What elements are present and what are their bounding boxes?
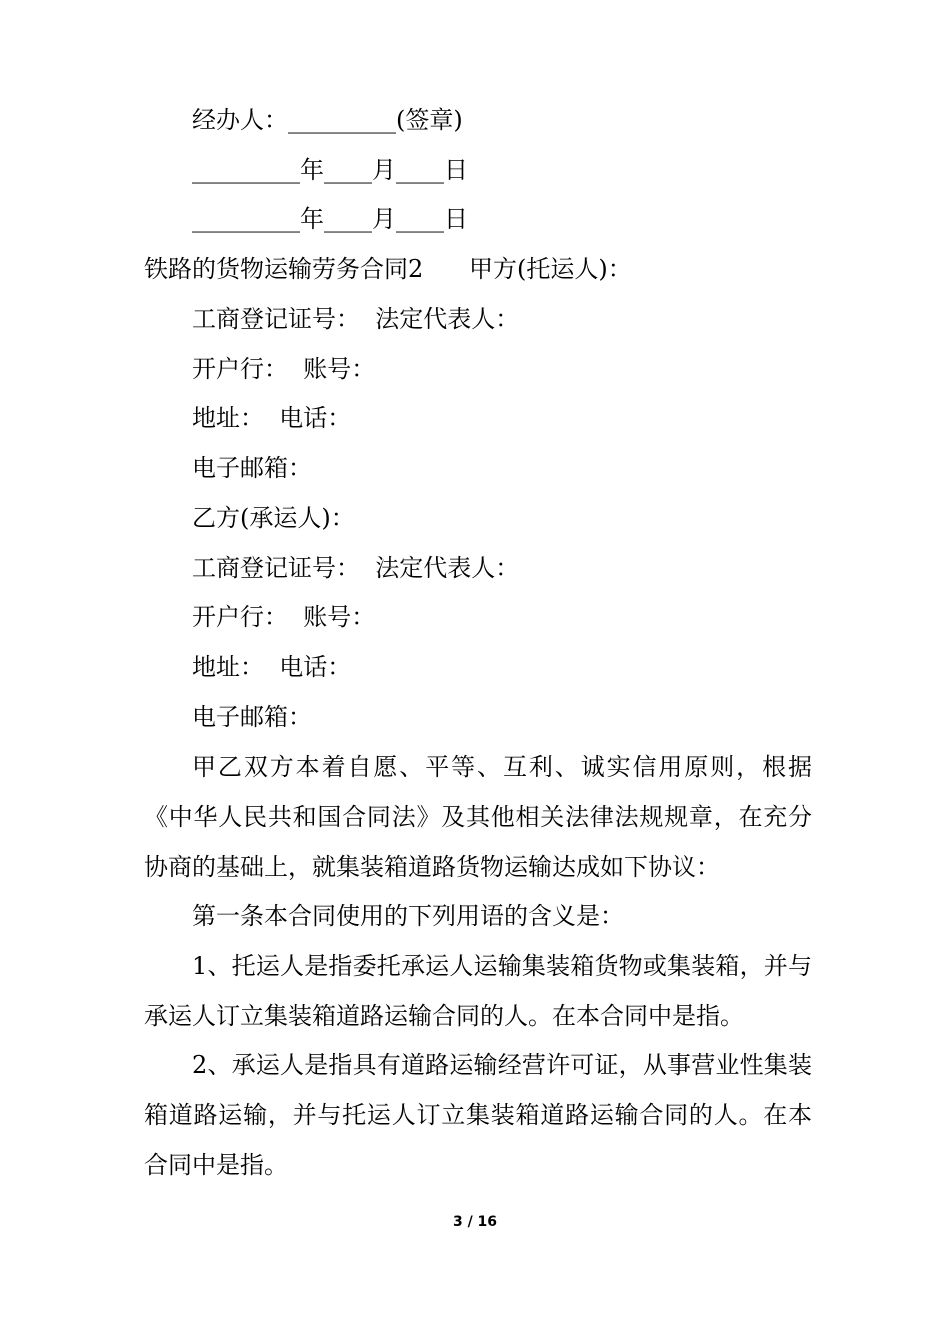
date-line: _________年____月____日 [192, 156, 468, 184]
party-b-email-line: 电子邮箱： [192, 703, 312, 731]
contract-title-line: 铁路的货物运输劳务合同2 甲方(托运人)： [144, 255, 632, 283]
party-b-address-line: 地址： 电话： [192, 653, 352, 681]
party-a-bank-line: 开户行： 账号： [192, 355, 376, 383]
party-b-registration-line: 工商登记证号： 法定代表人： [192, 554, 520, 582]
handler-signature-line: 经办人：_________(签章) [192, 106, 463, 134]
party-b-bank-line: 开户行： 账号： [192, 603, 376, 631]
page-number: 3 / 16 [452, 1214, 498, 1230]
party-b-heading: 乙方(承运人)： [192, 504, 355, 532]
party-a-registration-line: 工商登记证号： 法定代表人： [192, 305, 520, 333]
definition-shipper-paragraph: 1、托运人是指委托承运人运输集装箱货物或集装箱，并与承运人订立集装箱道路运输合同的人。在本合同中是指。 [144, 952, 812, 1030]
agreement-intro-paragraph: 甲乙双方本着自愿、平等、互利、诚实信用原则，根据《中华人民共和国合同法》及其他相关法律法规规章，在充分协商的基础上，就集装箱道路货物运输达成如下协议： [144, 753, 812, 881]
party-a-address-line: 地址： 电话： [192, 404, 352, 432]
date-line: _________年____月____日 [192, 205, 468, 233]
party-a-email-line: 电子邮箱： [192, 454, 312, 482]
definition-carrier-paragraph: 2、承运人是指具有道路运输经营许可证，从事营业性集装箱道路运输，并与托运人订立集装箱道路运输合同的人。在本合同中是指。 [144, 1051, 812, 1179]
article-one-heading: 第一条本合同使用的下列用语的含义是： [192, 902, 624, 930]
